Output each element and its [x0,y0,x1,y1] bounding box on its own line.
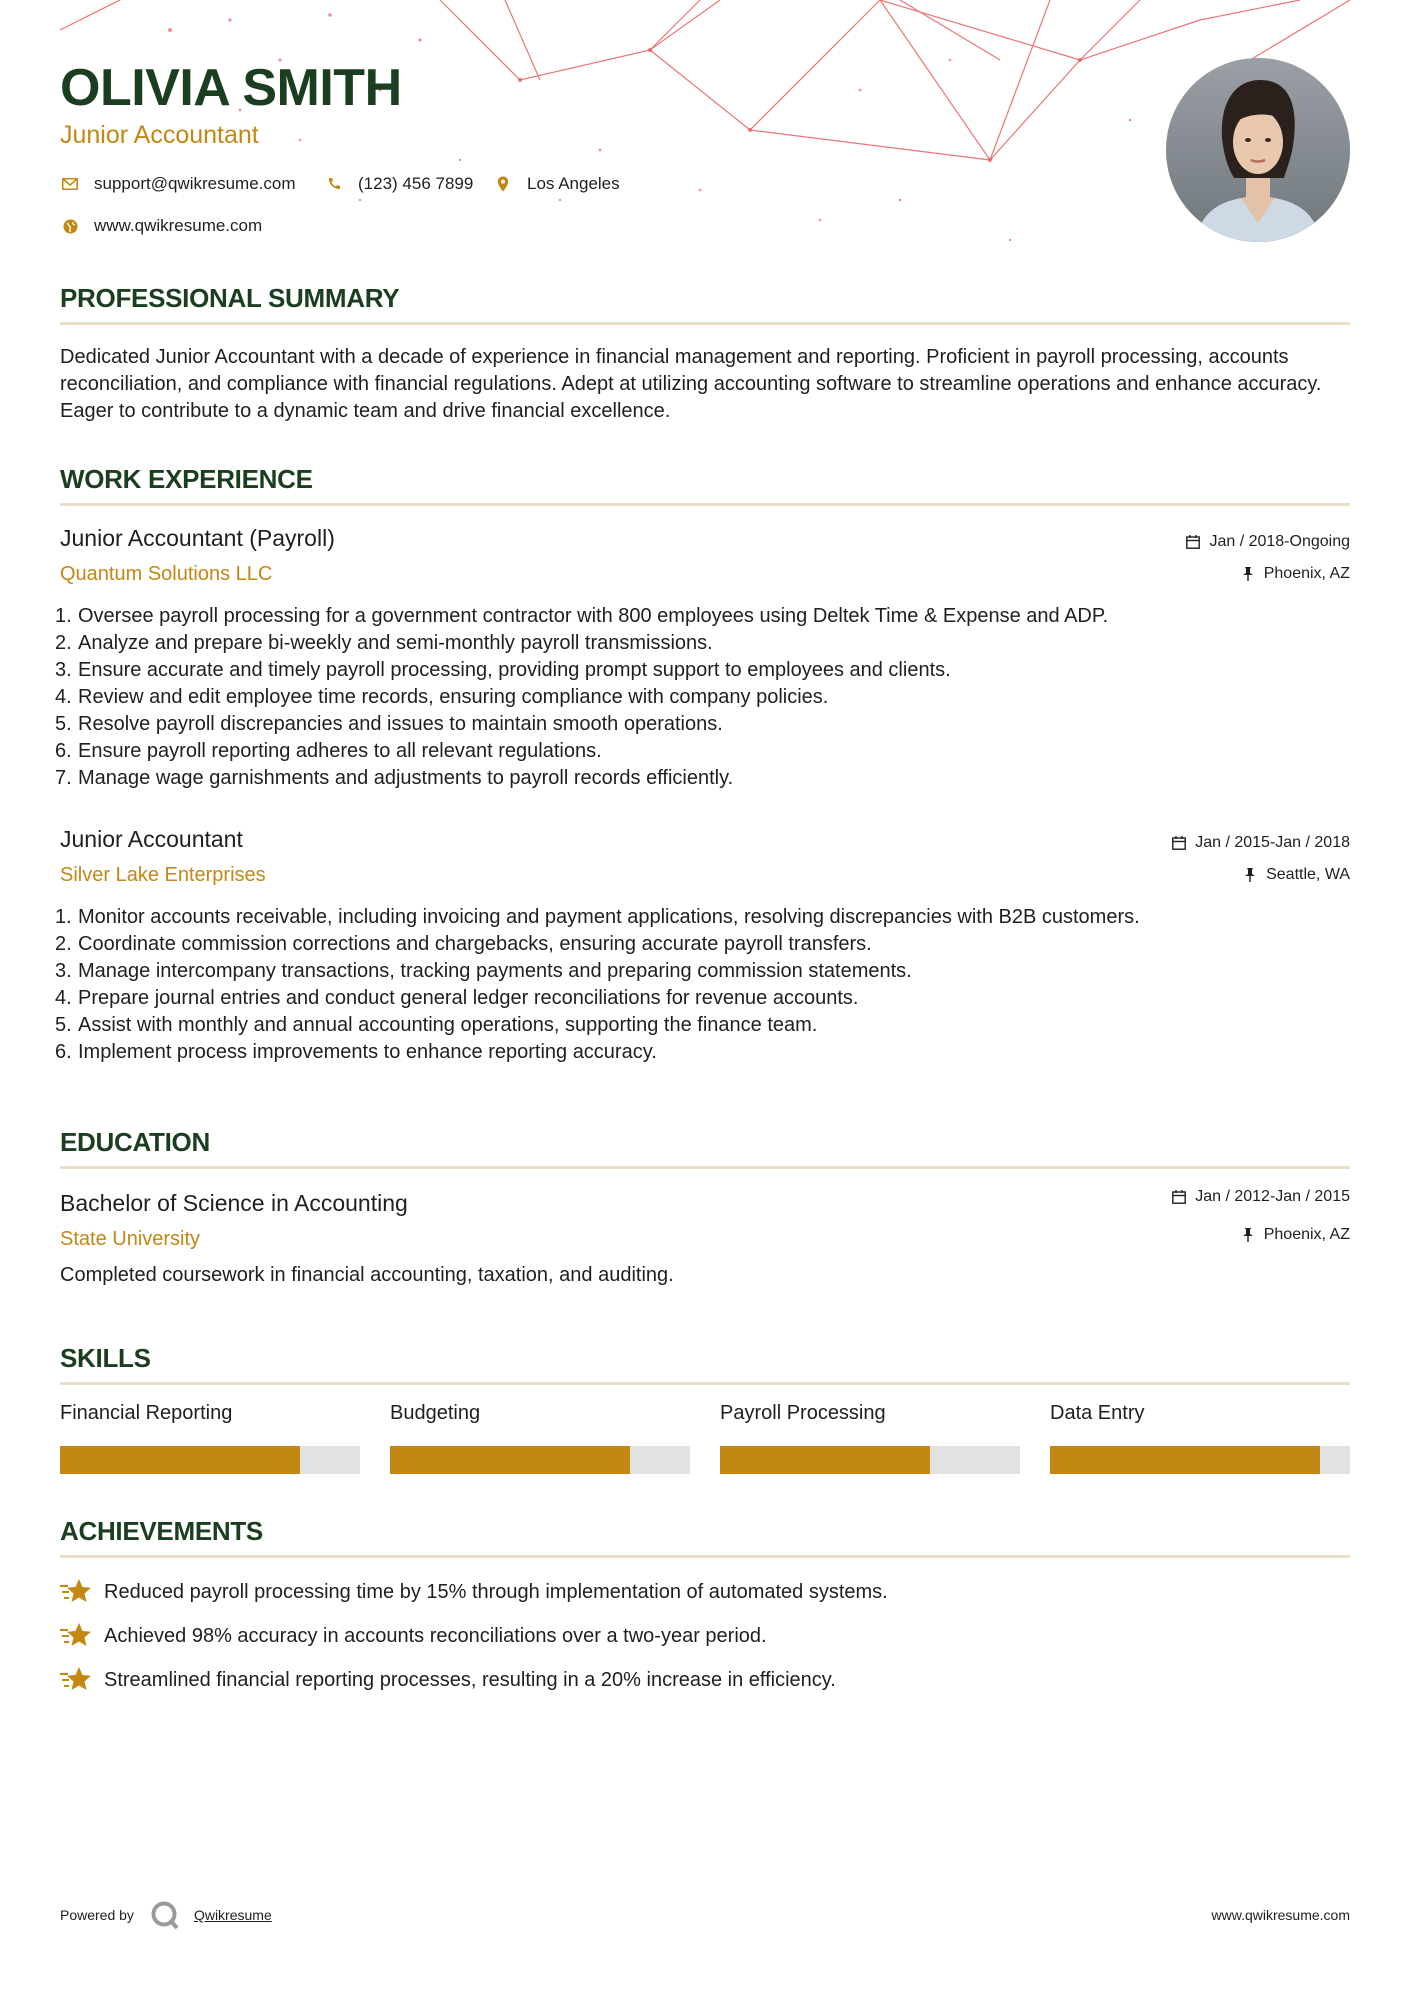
list-item: 2. Coordinate commission corrections and chargebacks, ensuring accurate payroll transfers. [55,933,872,955]
list-item: 6. Ensure payroll reporting adheres to all relevant regulations. [55,740,602,762]
education-dates-text: Jan / 2012-Jan / 2015 [1195,1188,1350,1205]
list-item: 6. Implement process improvements to enhance reporting accuracy. [55,1041,657,1063]
skill-name: Data Entry [1050,1402,1145,1424]
star-icon [60,1577,92,1607]
email-text: support@qwikresume.com [94,174,296,193]
skill-bar-fill [1050,1446,1320,1474]
star-icon [60,1621,92,1651]
achievement-item [60,1665,836,1695]
calendar-icon [1185,534,1201,550]
qwikresume-logo-icon [150,1900,180,1930]
job-company: Silver Lake Enterprises [60,864,266,886]
profile-photo [1166,58,1350,242]
job-bullets [55,904,1355,1066]
job-bullets [55,603,1355,792]
skill-name: Budgeting [390,1402,481,1424]
job-title: Junior Accountant (Payroll) [60,525,335,551]
phone-icon [324,174,344,194]
achievement-text: Streamlined financial reporting processes, resulting in a 20% increase in efficiency. [104,1668,836,1691]
skill-item [720,1402,1020,1474]
school-name: State University [60,1228,201,1250]
skill-item [60,1402,360,1474]
skill-bar [390,1446,690,1474]
location-text: Los Angeles [527,174,620,193]
experience-heading: WORK EXPERIENCE [60,464,313,494]
summary-divider [60,322,1350,325]
skill-name: Payroll Processing [720,1402,886,1424]
contact-location [493,174,620,194]
job-company: Quantum Solutions LLC [60,563,273,585]
list-item: 2. Analyze and prepare bi-weekly and semi-monthly payroll transmissions. [55,632,713,654]
skill-bar-fill [60,1446,300,1474]
job-dates-text: Jan / 2015-Jan / 2018 [1195,834,1350,851]
qwikresume-link[interactable]: Qwikresume [193,1907,272,1923]
list-item: 3. Manage intercompany transactions, tracking payments and preparing commission statements. [55,960,912,982]
skills-divider [60,1382,1350,1385]
education-dates [1171,1188,1350,1206]
candidate-title: Junior Accountant [60,121,259,149]
calendar-icon [1171,1189,1187,1205]
job-location [1240,565,1350,583]
experience-divider [60,503,1350,506]
footer-branding [60,1900,272,1930]
job-location-text: Seattle, WA [1266,866,1350,883]
achievement-text: Achieved 98% accuracy in accounts reconciliations over a two-year period. [104,1624,767,1647]
candidate-name: OLIVIA SMITH [60,59,402,117]
achievement-text: Reduced payroll processing time by 15% through implementation of automated systems. [104,1580,888,1603]
contact-phone[interactable] [324,174,473,194]
list-item: 3. Ensure accurate and timely payroll processing, providing prompt support to employees and clients. [55,659,951,681]
map-pin-icon [493,174,513,194]
education-description: Completed coursework in financial accounting, taxation, and auditing. [60,1264,674,1286]
powered-by-label: Powered by [60,1907,134,1923]
footer-url[interactable]: www.qwikresume.com [1211,1907,1350,1923]
education-location-text: Phoenix, AZ [1263,1226,1350,1243]
achievement-item [60,1621,767,1651]
education-heading: EDUCATION [60,1127,210,1157]
skill-bar [60,1446,360,1474]
list-item: 4. Review and edit employee time records, ensuring compliance with company policies. [55,686,829,708]
list-item: 5. Assist with monthly and annual accounting operations, supporting the finance team. [55,1014,818,1036]
list-item: 4. Prepare journal entries and conduct general ledger reconciliations for revenue accounts. [55,987,859,1009]
skill-item [1050,1402,1350,1474]
calendar-icon [1171,835,1187,851]
skill-bar [720,1446,1020,1474]
skill-name: Financial Reporting [60,1402,233,1424]
list-item: 5. Resolve payroll discrepancies and issues to maintain smooth operations. [55,713,723,735]
summary-text: Dedicated Junior Accountant with a decade of experience in financial management and reporting. Proficient in payroll processing, accounts reconciliation, and compliance with financial regulations. Adept at utilizing accounting software to streamline operations and enhance accuracy. Eager to contribute to a dynamic team and drive financial excellence. [60,346,1322,422]
phone-text: (123) 456 7899 [358,174,474,193]
achievements-divider [60,1555,1350,1558]
skills-heading: SKILLS [60,1343,151,1373]
star-icon [60,1665,92,1695]
contact-website[interactable] [60,216,262,236]
job-dates [1185,533,1350,551]
achievement-item [60,1577,888,1607]
pushpin-icon [1240,1227,1256,1243]
list-item: 1. Monitor accounts receivable, including invoicing and payment applications, resolving discrepancies with B2B customers. [55,906,1140,928]
job-location-text: Phoenix, AZ [1263,565,1350,582]
skill-bar-fill [720,1446,930,1474]
globe-icon [60,216,80,236]
job-dates-text: Jan / 2018-Ongoing [1209,533,1350,550]
list-item: 1. Oversee payroll processing for a government contractor with 800 employees using Deltek Time & Expense and ADP. [55,605,1109,627]
contact-email[interactable] [60,174,296,194]
job-dates [1171,834,1350,852]
degree-title: Bachelor of Science in Accounting [60,1190,408,1216]
envelope-icon [60,174,80,194]
skill-bar [1050,1446,1350,1474]
job-location [1242,866,1350,884]
pushpin-icon [1240,566,1256,582]
website-text: www.qwikresume.com [94,216,263,235]
list-item: 7. Manage wage garnishments and adjustments to payroll records efficiently. [55,767,734,789]
achievements-heading: ACHIEVEMENTS [60,1516,263,1546]
skill-item [390,1402,690,1474]
summary-heading: PROFESSIONAL SUMMARY [60,283,400,313]
skill-bar-fill [390,1446,630,1474]
pushpin-icon [1242,867,1258,883]
job-title: Junior Accountant [60,826,243,852]
education-location [1240,1226,1350,1244]
education-divider [60,1166,1350,1169]
